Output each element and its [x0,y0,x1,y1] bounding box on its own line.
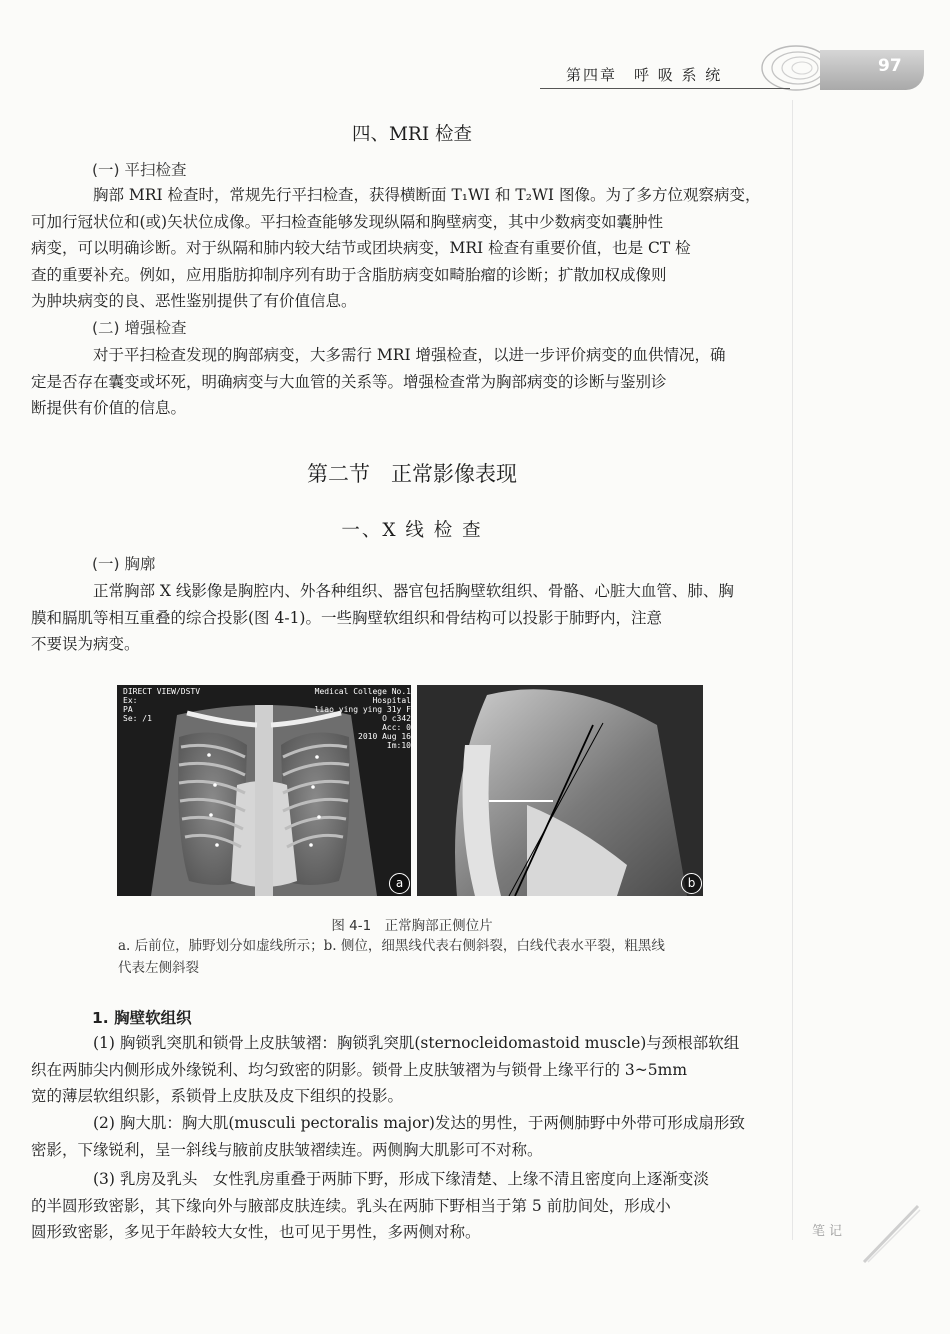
section-title-normal-imaging: 第二节 正常影像表现 [307,462,517,486]
line: 的半圆形致密影，其下缘向外与腋部皮肤连续。乳头在两肺下野相当于第 5 前肋间处，形成小 [31,1196,671,1215]
subheading-thorax: (一) 胸廓 [92,555,156,573]
header-rule [540,88,790,89]
section-title-mri: 四、MRI 检查 [351,124,473,145]
heading-chest-wall-soft-tissue: 1. 胸壁软组织 [92,1009,192,1027]
line: 宽的薄层软组织影，系锁骨上皮肤及皮下组织的投影。 [31,1087,404,1105]
paragraph-breast-nipple [31,1166,762,1246]
xray-image-lateral [417,685,703,896]
line: 可加行冠状位和(或)矢状位成像。平扫检查能够发现纵隔和胸壁病变，其中少数病变如囊肿性 [31,212,664,231]
line: 胸部 MRI 检查时，常规先行平扫检查，获得横断面 T₁WI 和 T₂WI 图像。为了多方位观察病变， [93,186,761,204]
paragraph-pectoralis [31,1110,762,1163]
line: 圆形致密影，多见于年龄较大女性，也可见于男性，多两侧对称。 [31,1223,481,1241]
paragraph-mri-enhanced [31,342,762,422]
line: (3) 乳房及乳头 女性乳房重叠于两肺下野，形成下缘清楚、上缘不清且密度向上逐渐变淡 [93,1170,709,1188]
line: (2) 胸大肌：胸大肌(musculi pectoralis major)发达的男性，于两侧肺野中外带可形成扇形致 [93,1114,745,1132]
line: 对于平扫检查发现的胸部病变，大多需行 MRI 增强检查，以进一步评价病变的血供情况，确 [93,346,726,364]
overlay-line: Medical College No.1 Hospital [314,687,411,705]
line: 查的重要补充。例如，应用脂肪抑制序列有助于含脂肪病变如畸胎瘤的诊断；扩散加权成像则 [31,265,667,284]
line: 织在两肺尖内侧形成外缘锐利、均匀致密的阴影。锁骨上皮肤皱褶为与锁骨上缘平行的 3~5mm [31,1060,688,1079]
line: 定是否存在囊变或坏死，明确病变与大血管的关系等。增强检查常为胸部病变的诊断与鉴别诊 [31,372,667,391]
note-line: a. 后前位，肺野划分如虚线所示；b. 侧位，细黑线代表右侧斜裂，白线代表水平裂，粗黑线 [118,938,665,954]
page-number-tab [820,50,924,90]
chapter-header: 第四章 呼 吸 系 统 [566,66,723,84]
overlay-line: Acc: 0 [382,723,411,732]
line: 正常胸部 X 线影像是胸腔内、外各种组织、器官包括胸壁软组织、骨骼、心脏大血管、肺、胸 [93,582,734,600]
overlay-line: PA [123,705,133,714]
subheading-enhanced-scan: (二) 增强检查 [92,319,187,337]
section-title-xray: 一、X 线 检 查 [341,520,483,541]
subheading-plain-scan: (一) 平扫检查 [92,161,187,179]
overlay-line: O c342 [382,714,411,723]
paragraph-mri-plain [31,182,762,315]
xray-image-pa [117,685,411,896]
overlay-line: DIRECT VIEW/DSTV [123,687,201,696]
figure-note [118,935,718,979]
note-line: 代表左侧斜裂 [118,960,199,976]
line: (1) 胸锁乳突肌和锁骨上皮肤皱褶：胸锁乳突肌(sternocleidomastoid muscle)与颈根部软组 [93,1034,740,1052]
xray-overlay-right [305,687,411,750]
figure-label-a: a [389,873,410,894]
overlay-line: 2010 Aug 16 [358,732,411,741]
line: 密影，下缘锐利，呈一斜线与腋前皮肤皱褶续连。两侧胸大肌影可不对称。 [31,1140,543,1159]
figure-label-b: b [681,873,702,894]
page-number: 97 [878,56,902,76]
overlay-line: Ex: [123,696,138,705]
line: 为肿块病变的良、恶性鉴别提供了有价值信息。 [31,292,357,310]
paragraph-thorax [31,578,762,658]
xray-overlay-left [123,687,200,723]
xray-lateral-drawing [417,685,703,896]
overlay-line: Im:10 [386,741,411,750]
overlay-line: Se: /1 [123,714,152,723]
overlay-line: liao ying ying 31y F [314,705,411,714]
margin-rule [792,100,793,1240]
line: 膜和膈肌等相互重叠的综合投影(图 4-1)。一些胸壁软组织和骨结构可以投影于肺野内，注意 [31,608,662,627]
paragraph-sternocleidomastoid [31,1030,762,1110]
figure-caption: 图 4-1 正常胸部正侧位片 [331,918,493,934]
line: 病变，可以明确诊断。对于纵隔和肺内较大结节或团块病变，MRI 检查有重要价值，也是 CT 检 [31,239,691,257]
line: 不要误为病变。 [31,635,140,653]
margin-note-label: 笔记 [812,1224,847,1239]
pencil-icon [858,1200,924,1266]
line: 断提供有价值的信息。 [31,399,187,417]
